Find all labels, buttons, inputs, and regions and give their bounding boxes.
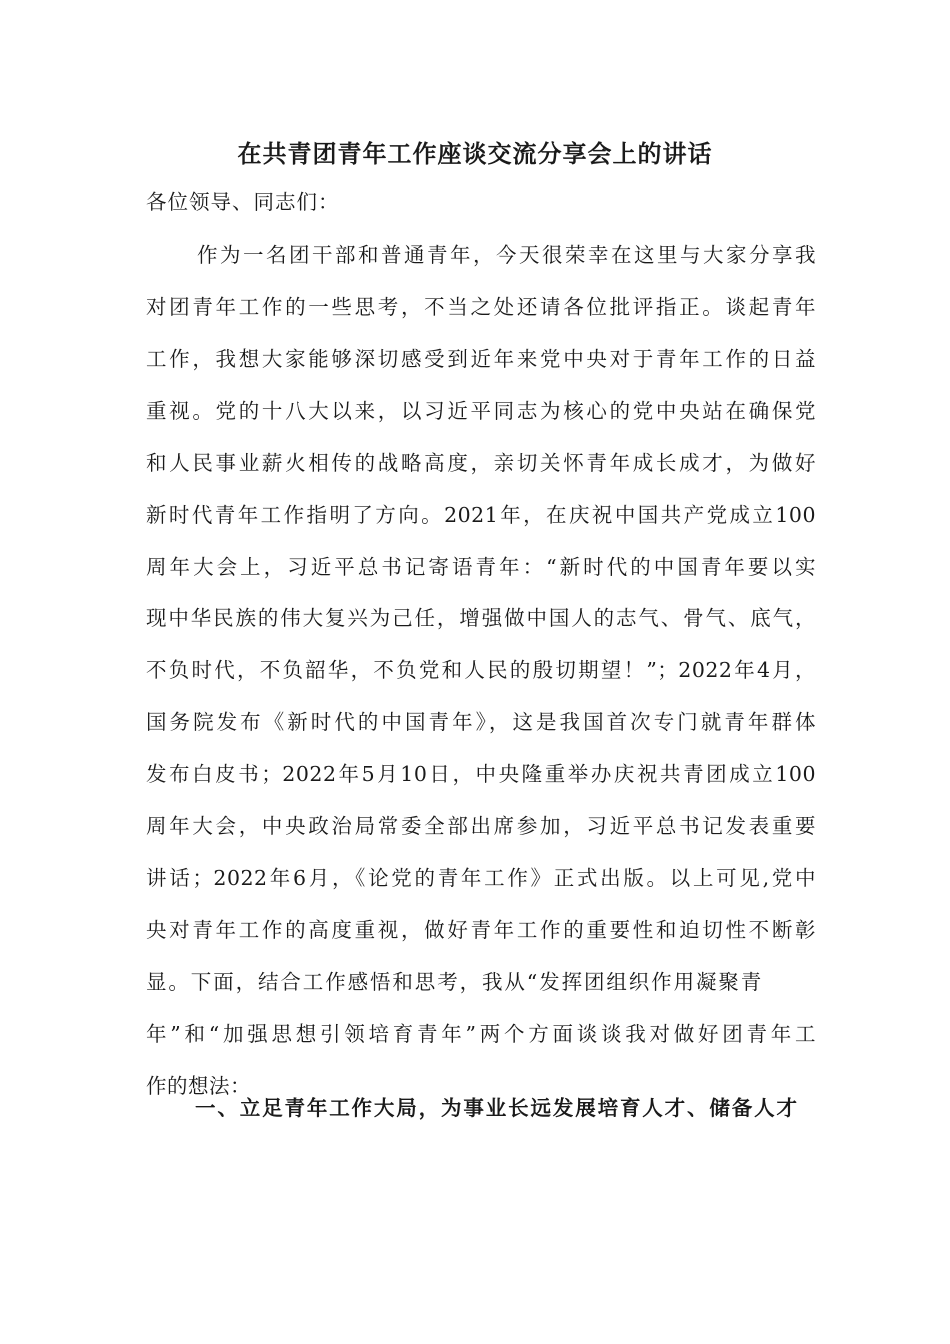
paragraph-line: 不负时代，不负韶华，不负党和人民的殷切期望！”；2022年4月， bbox=[146, 658, 816, 683]
paragraph-line: 新时代青年工作指明了方向。2021年，在庆祝中国共产党成立100 bbox=[146, 502, 816, 527]
paragraph-line: 央对青年工作的高度重视，做好青年工作的重要性和迫切性不断彰 bbox=[146, 917, 816, 942]
paragraph-line: 和人民事业薪火相传的战略高度，亲切关怀青年成长成才，为做好 bbox=[146, 450, 816, 475]
paragraph-line: 显。下面，结合工作感悟和思考，我从“发挥团组织作用凝聚青 bbox=[146, 969, 764, 994]
section-heading: 一、立足青年工作大局，为事业长远发展培育人才、储备人才 bbox=[195, 1096, 797, 1120]
paragraph-line: 年”和“加强思想引领培育青年”两个方面谈谈我对做好团青年工 bbox=[146, 1021, 816, 1046]
paragraph-line: 重视。党的十八大以来，以习近平同志为核心的党中央站在确保党 bbox=[146, 398, 816, 423]
paragraph-line: 现中华民族的伟大复兴为己任，增强做中国人的志气、骨气、底气， bbox=[146, 606, 816, 631]
paragraph-line: 作的想法： bbox=[146, 1073, 251, 1098]
paragraph-line: 对团青年工作的一些思考，不当之处还请各位批评指正。谈起青年 bbox=[146, 294, 816, 319]
paragraph-line: 国务院发布《新时代的中国青年》，这是我国首次专门就青年群体 bbox=[146, 710, 816, 735]
salutation: 各位领导、同志们： bbox=[146, 190, 340, 214]
paragraph-line: 周年大会，中央政治局常委全部出席参加，习近平总书记发表重要 bbox=[146, 814, 816, 839]
document-title: 在共青团青年工作座谈交流分享会上的讲话 bbox=[237, 139, 713, 168]
paragraph-line: 周年大会上，习近平总书记寄语青年：“新时代的中国青年要以实 bbox=[146, 554, 816, 579]
paragraph-line: 作为一名团干部和普通青年，今天很荣幸在这里与大家分享我 bbox=[197, 243, 816, 267]
paragraph-line: 发布白皮书；2022年5月10日，中央隆重举办庆祝共青团成立100 bbox=[146, 762, 816, 787]
body-paragraph bbox=[146, 237, 816, 1120]
paragraph-line: 讲话；2022年6月，《论党的青年工作》正式出版。以上可见,党中 bbox=[146, 866, 816, 891]
paragraph-line: 工作，我想大家能够深切感受到近年来党中央对于青年工作的日益 bbox=[146, 346, 816, 371]
